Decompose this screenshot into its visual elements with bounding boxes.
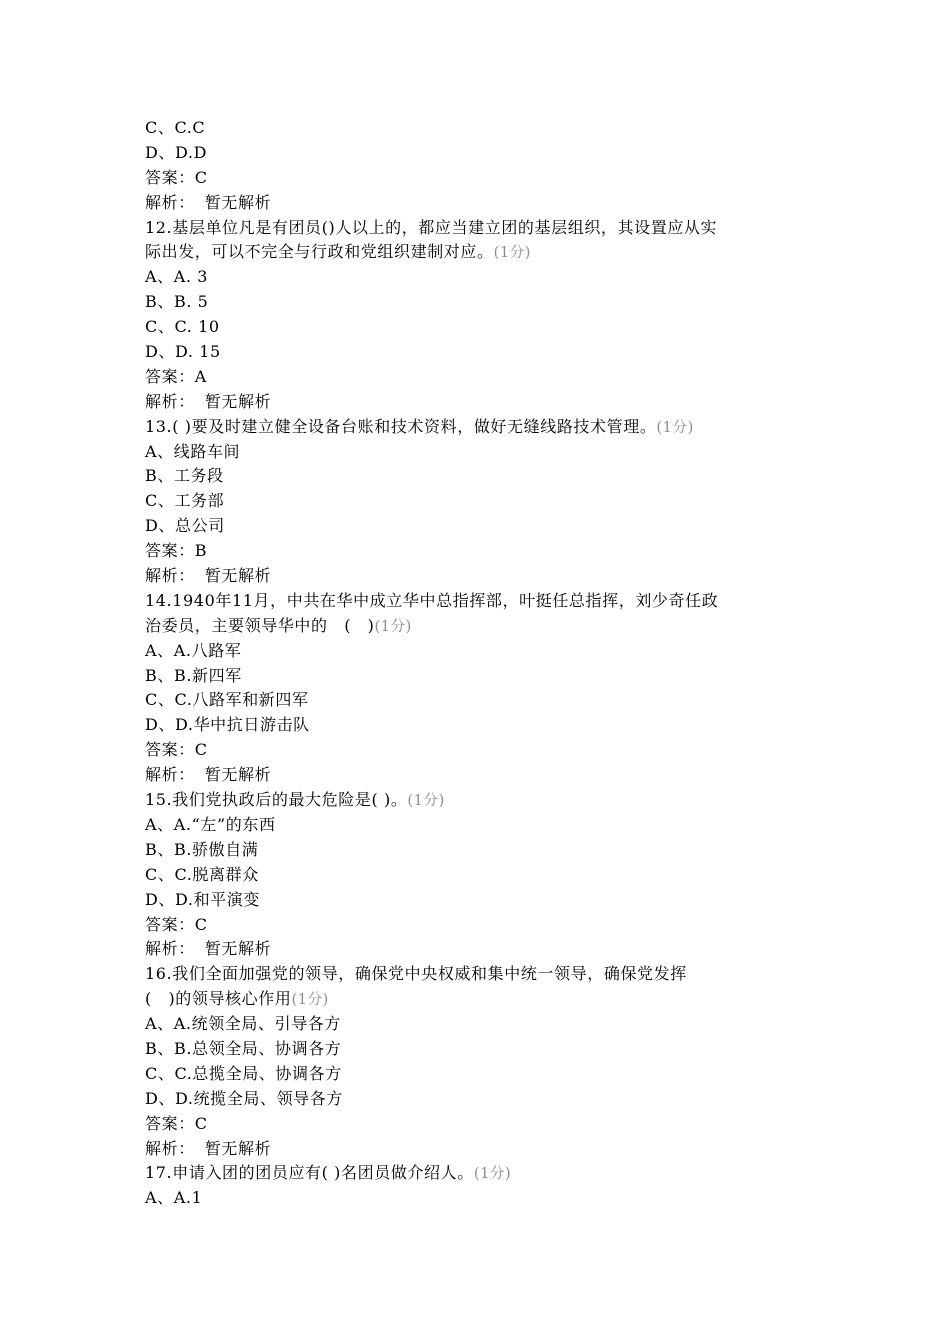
question-text: 15.我们党执政后的最大危险是( )。: [145, 790, 408, 810]
question-17: [145, 1161, 815, 1211]
question-text: 治委员，主要领导华中的 ( ): [145, 615, 375, 635]
option-c: C、C.八路军和新四军: [145, 690, 309, 710]
option-d: D、D.和平演变: [145, 889, 260, 909]
question-text: 13.( )要及时建立健全设备台账和技术资料，做好无缝线路技术管理。: [145, 416, 657, 436]
option-d: D、D.华中抗日游击队: [145, 715, 310, 735]
option-d: D、D. 15: [145, 342, 221, 362]
analysis-label: 解析：: [145, 939, 195, 959]
analysis-label: 解析：: [145, 566, 195, 586]
document-body: [145, 116, 815, 1211]
analysis-value: 暂无解析: [204, 765, 272, 785]
option-b: B、B.新四军: [145, 665, 242, 685]
answer: 答案：C: [145, 167, 208, 187]
answer: 答案：B: [145, 541, 208, 561]
option-d: D、D.D: [145, 142, 207, 162]
analysis: [145, 390, 815, 415]
option-b: B、工务段: [145, 466, 224, 486]
answer: 答案：C: [145, 740, 208, 760]
option-a: A、A. 3: [145, 267, 209, 287]
answer: 答案：C: [145, 1113, 208, 1133]
option-d: D、总公司: [145, 516, 225, 536]
analysis: [145, 937, 815, 962]
question-text-line1: [145, 415, 815, 440]
question-15: [145, 788, 815, 962]
analysis-label: 解析：: [145, 192, 195, 212]
option-a: A、A.统领全局、引导各方: [145, 1014, 341, 1034]
option-c: C、C.总揽全局、协调各方: [145, 1063, 342, 1083]
option-c: C、C.脱离群众: [145, 864, 259, 884]
question-text-line1: 12.基层单位凡是有团员()人以上的，都应当建立团的基层组织，其设置应从实: [145, 217, 718, 237]
option-c: C、C.C: [145, 118, 206, 137]
analysis: [145, 191, 815, 216]
question-13: [145, 415, 815, 589]
analysis-label: 解析：: [145, 1138, 195, 1158]
score-label: (1分): [291, 992, 329, 1009]
score-label: (1分): [407, 793, 445, 810]
analysis-label: 解析：: [145, 391, 195, 411]
question-16: [145, 962, 815, 1161]
option-a: A、A.八路军: [145, 640, 242, 660]
question-text-line1: [145, 1161, 815, 1186]
question-text-line2: [145, 240, 815, 265]
score-label: (1分): [493, 245, 532, 262]
question-text-line2: [145, 614, 815, 639]
analysis-value: 暂无解析: [204, 391, 272, 411]
option-b: B、B.骄傲自满: [145, 839, 259, 859]
option-c: C、工务部: [145, 491, 225, 511]
option-d: D、D.统揽全局、领导各方: [145, 1088, 343, 1108]
analysis-value: 暂无解析: [204, 192, 272, 212]
option-a: A、A.1: [145, 1188, 203, 1208]
question-text-line1: [145, 788, 815, 813]
answer: 答案：C: [145, 914, 208, 934]
analysis-label: 解析：: [145, 765, 195, 785]
pre-block: [145, 116, 815, 216]
option-b: B、B.总领全局、协调各方: [145, 1038, 342, 1058]
analysis: [145, 564, 815, 589]
question-text-line1: 14.1940年11月，中共在华中成立华中总指挥部，叶挺任总指挥，刘少奇任政: [145, 590, 719, 610]
option-c: C、C. 10: [145, 317, 220, 337]
question-text: 17.申请入团的团员应有( )名团员做介绍人。: [145, 1163, 474, 1183]
score-label: (1分): [656, 419, 694, 436]
analysis: [145, 763, 815, 788]
analysis: [145, 1137, 815, 1162]
score-label: (1分): [473, 1166, 512, 1183]
analysis-value: 暂无解析: [204, 1138, 272, 1158]
question-text: 际出发，可以不完全与行政和党组织建制对应。: [145, 242, 494, 262]
answer: 答案：A: [145, 366, 207, 386]
question-12: [145, 216, 815, 415]
question-text-line2: [145, 987, 815, 1012]
question-14: [145, 589, 815, 788]
analysis-value: 暂无解析: [204, 939, 272, 959]
score-label: (1分): [374, 618, 412, 635]
question-text: ( )的领导核心作用: [145, 989, 292, 1009]
option-a: A、A.“左”的东西: [145, 814, 276, 834]
analysis-value: 暂无解析: [204, 566, 272, 586]
option-b: B、B. 5: [145, 292, 209, 312]
question-text-line1: 16.我们全面加强党的领导，确保党中央权威和集中统一领导，确保党发挥: [145, 964, 687, 984]
option-a: A、线路车间: [145, 441, 241, 461]
